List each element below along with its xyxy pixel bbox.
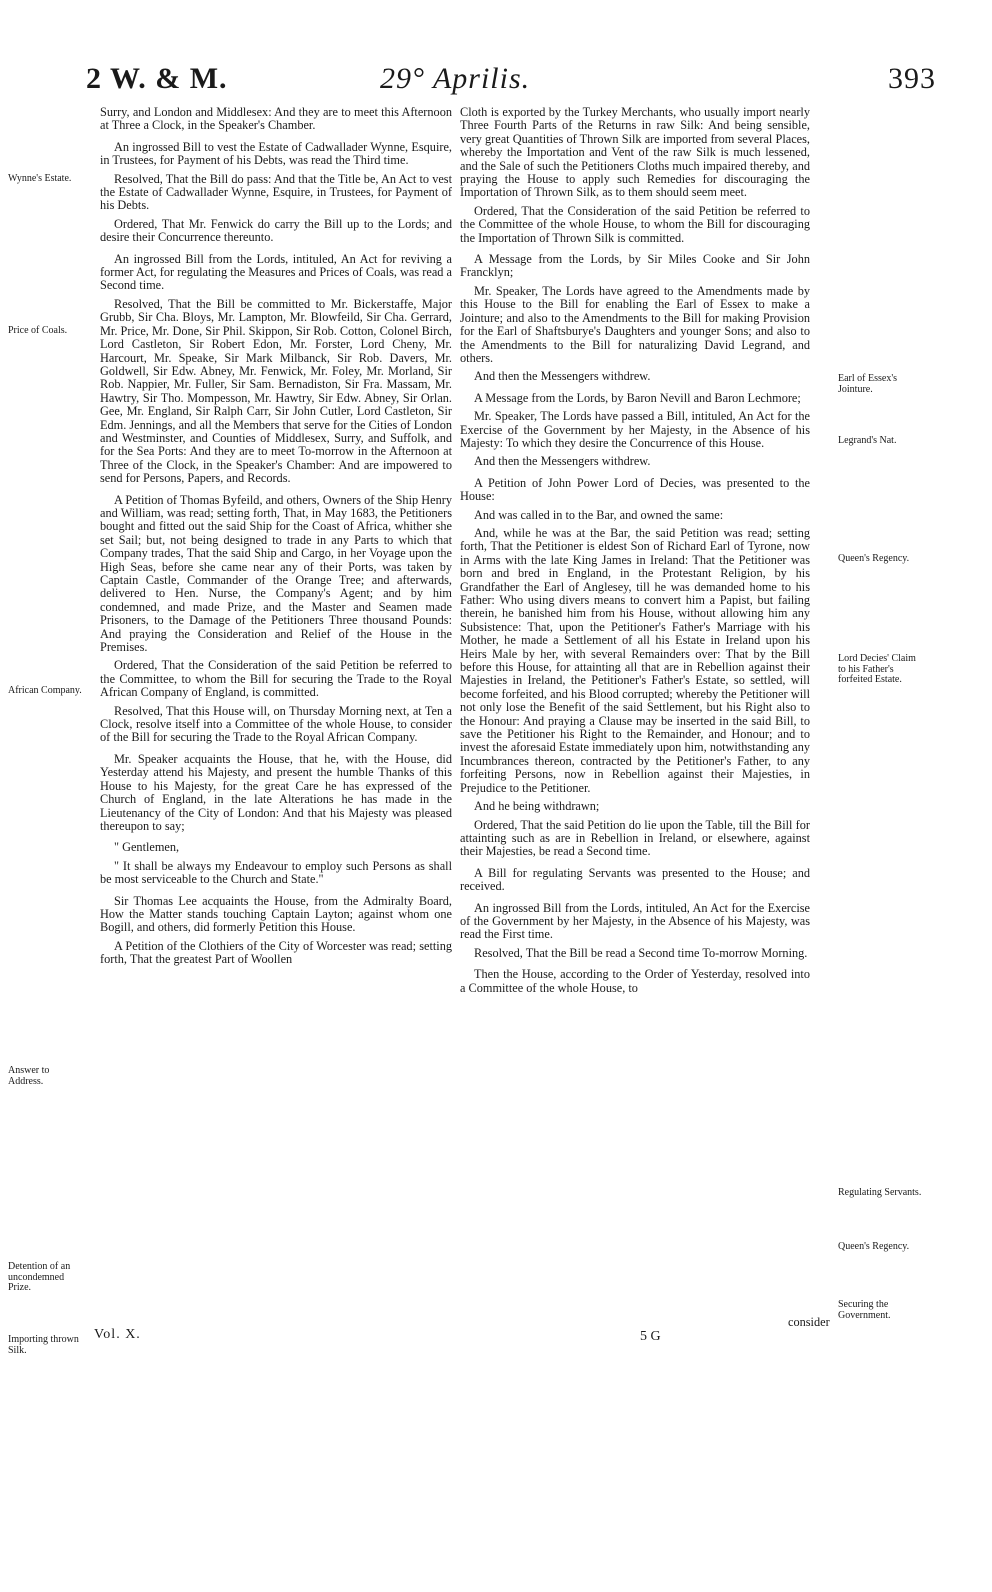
margin-note: Queen's Regency. [838, 553, 910, 564]
header-date: 29° Aprilis. [380, 62, 531, 95]
left-column [100, 106, 452, 972]
margin-note: Securing the Government. [838, 1299, 891, 1321]
margin-note: Answer to Address. [8, 1065, 50, 1087]
margin-note: Lord Decies' Claim to his Father's forfeited Estate. [838, 653, 916, 685]
paragraph: Resolved, That this House will, on Thursday Morning next, at Ten a Clock, resolve itself into a Committee of the whole House, to consider of the Bill for securing the Trade to the Royal African Company. [100, 703, 452, 745]
paragraph: Ordered, That the said Petition do lie upon the Table, till the Bill for attainting such as are in Rebellion in Ireland, or elsewhere, against their Majesties, be read a Second time. [460, 817, 810, 859]
paragraph: An ingrossed Bill from the Lords, intituled, An Act for reviving a former Act, for regulating the Measures and Prices of Coals, was read a Second time. [100, 251, 452, 293]
paragraph: A Petition of John Power Lord of Decies, was presented to the House: [460, 475, 810, 504]
paragraph: Ordered, That the Consideration of the said Petition be referred to the Committee, to whom the Bill for securing the Trade to the Royal African Company of England, is committed. [100, 658, 452, 700]
paragraph: And he being withdrawn; [474, 799, 600, 814]
paragraph: A Bill for regulating Servants was presented to the House; and received. [460, 865, 810, 894]
paragraph: Cloth is exported by the Turkey Merchants, who usually import nearly Three Fourth Parts of the Returns in raw Silk: And being sensible, very great Quantities of Thrown Silk are imported from several Places, whereby the Importation and Vent of the raw Silk is much lessened, and the Sale of such the Petitioners Cloths much impaired thereby, and praying the House to apply such Remedies for discouraging the Importation of Thrown Silk, as to them should seem meet. [460, 105, 810, 200]
margin-note: Wynne's Estate. [8, 173, 72, 184]
paragraph: Ordered, That Mr. Fenwick do carry the Bill up to the Lords; and desire their Concurrence thereunto. [100, 216, 452, 245]
margin-note: Regulating Servants. [838, 1187, 922, 1198]
paragraph: And was called in to the Bar, and owned the same: [474, 507, 724, 522]
margin-note: Earl of Essex's Jointure. [838, 373, 898, 395]
paragraph: And then the Messengers withdrew. [474, 369, 651, 384]
paragraph: Then the House, according to the Order of Yesterday, resolved into a Committee of the whole House, to [460, 967, 810, 995]
margin-note: Queen's Regency. [838, 1241, 910, 1252]
paragraph: Mr. Speaker, The Lords have agreed to the Amendments made by this House to the Bill for enabling the Earl of Essex to make a Jointure; and also to the Amendments to the Bill for making Provision for the Earl of Shaftsburye's Daughters and younger Sons; and also to the Amendments to the Bill for naturalizing David Legrand, and others. [460, 283, 810, 365]
paragraph: A Message from the Lords, by Sir Miles Cooke and Sir John Francklyn; [460, 252, 810, 280]
paragraph: Mr. Speaker acquaints the House, that he, with the House, did Yesterday attend his Majesty, and present the humble Thanks of this House to his Majesty, for the great Care he has expressed of the Church of England, in the late Alterations he has made in the Lieutenancy of the City of London: And that his Majesty was pleased thereupon to say; [100, 751, 452, 833]
paragraph: Mr. Speaker, The Lords have passed a Bill, intituled, An Act for the Exercise of the Government by her Majesty, in the Absence of his Majesty: To which they desire the Concurrence of this House. [460, 409, 810, 450]
paragraph: Resolved, That the Bill do pass: And that the Title be, An Act to vest the Estate of Cadwallader Wynne, Esquire, in Trustees, for Payment of his Debts. [100, 171, 452, 213]
quote-line: " It shall be always my Endeavour to employ such Persons as shall be most serviceable to the Church and State." [100, 858, 452, 887]
paragraph: An ingrossed Bill from the Lords, intituled, An Act for the Exercise of the Government by her Majesty, in the Absence of his Majesty, was read the First time. [460, 900, 810, 942]
page-number: 393 [888, 62, 936, 95]
margin-note: Legrand's Nat. [838, 435, 897, 446]
paragraph: And, while he was at the Bar, the said Petition was read; setting forth, That the Petitioner is eldest Son of Richard Earl of Tyrone, now in Arms with the late King James in Ireland: That the Petitioner was born and bred in England, in the Protestant Religion, by his Grandfather the Earl of Anglesey, till he was demanded home to his Father: Who using divers means to convert him a Papist, but failing therein, he banished him from his House, without allowing him any Subsistence: That, upon the Petitioner's Father's Marriage with his Mother, he made a Settlement of all his Estate in Ireland upon his Heirs Male by her, with several Remainders over: That by the Bill before this House, for attainting all that are in Rebellion against their Majesties in Ireland, the Petitioner's Father's Estate, so settled, will become forfeited, and his Blood corrupted; whereby the Petitioner will not only lose the Benefit of the said Settlement, but his Right also to the Honour: And praying a Clause may be inserted in the said Bill, to save the Petitioner his Right to the Remainder, and Honour; and to invest the aforesaid Estate immediately upon him, notwithstanding any Incumbrances thereon, contracted by the Petitioner's Father, to any forfeiting Persons, now in Rebellion against their Majesties, in Prejudice to the Petitioner. [460, 525, 810, 795]
paragraph: Resolved, That the Bill be committed to Mr. Bickerstaffe, Major Grubb, Sir Cha. Bloys, Mr. Lampton, Mr. Blowfeild, Sir Cha. Gerrard, Mr. Price, Mr. Done, Sir Phil. Skippon, Sir Rob. Cotton, Colonel Birch, Lord Castleton, Sir Robert Edon, Mr. Forster, Lord Cheny, Mr. Harcourt, Mr. Speake, Sir Mark Milbanck, Sir Rob. Davers, Mr. Goldwell, Sir Edw. Abney, Mr. Fenwick, Mr. Foley, Mr. Morland, Sir Rob. Nappier, Mr. Fuller, Sir Sam. Bernadiston, Sir Fra. Massam, Mr. Hawtry, Sir Tho. Mompesson, Mr. Hawtry, Sir Edw. Abney, Sir Orlan. Gee, Mr. England, Sir Ralph Carr, Sir John Cutler, Lord Castleton, Sir Edm. Jennings, and all the Members that serve for the Cities of London and Westminster, and Counties of Middlesex, Surry, and Suffolk, and for the Sea Ports: And they are to meet To-morrow in the Afternoon at Three of the Clock, in the Speaker's Chamber: And are impowered to send for Persons, Papers, and Records. [100, 296, 452, 486]
catchword: consider [788, 1315, 830, 1329]
header-regnal-year: 2 W. & M. [86, 62, 228, 95]
paragraph: A Petition of the Clothiers of the City of Worcester was read; setting forth, That the greatest Part of Woollen [100, 938, 452, 967]
paragraph: A Message from the Lords, by Baron Nevill and Baron Lechmore; [474, 390, 801, 405]
paragraph: Ordered, That the Consideration of the said Petition be referred to the Committee of the whole House, to whom the Bill for discouraging the Importation of Thrown Silk is committed. [460, 203, 810, 245]
margin-note: Importing thrown Silk. [8, 1334, 79, 1356]
paragraph: Surry, and London and Middlesex: And they are to meet this Afternoon at Three a Clock, in the Speaker's Chamber. [100, 105, 452, 133]
margin-note: Price of Coals. [8, 325, 68, 336]
margin-note: Detention of an uncondemned Prize. [8, 1261, 71, 1293]
paragraph: An ingrossed Bill to vest the Estate of Cadwallader Wynne, Esquire, in Trustees, for Payment of his Debts, was read the Third time. [100, 139, 452, 168]
right-column [460, 106, 810, 1000]
paragraph: Sir Thomas Lee acquaints the House, from the Admiralty Board, How the Matter stands touching Captain Layton; against whom one Bogill, and others, did formerly Petition this House. [100, 893, 452, 935]
paragraph: Resolved, That the Bill be read a Second time To-morrow Morning. [474, 945, 808, 960]
quote-line: " Gentlemen, [114, 840, 180, 855]
paragraph: And then the Messengers withdrew. [474, 454, 651, 469]
signature-mark: 5 G [640, 1329, 661, 1344]
paragraph: A Petition of Thomas Byfeild, and others, Owners of the Ship Henry and William, was read; setting forth, That, in May 1683, the Petitioners bought and fitted out the said Ship for the Coast of Africa, whither she set Sail; but, not being designed to trade in any Parts to which that Company trades, That the said Ship and Cargo, in her Voyage upon the High Seas, before she came near any of their Ports, was taken by Captain Castle, Commander of the Orange Tree; and afterwards, delivered to Hen. Nurse, the Company's Agent; and by him condemned, and made Prize, and the Master and Seamen made Prisoners, to the Damage of the Petitioners Three thousand Pounds: And praying the Consideration and Relief of the House in the Premises. [100, 492, 452, 655]
margin-note: African Company. [8, 685, 82, 696]
volume-marker: Vol. X. [94, 1327, 141, 1342]
